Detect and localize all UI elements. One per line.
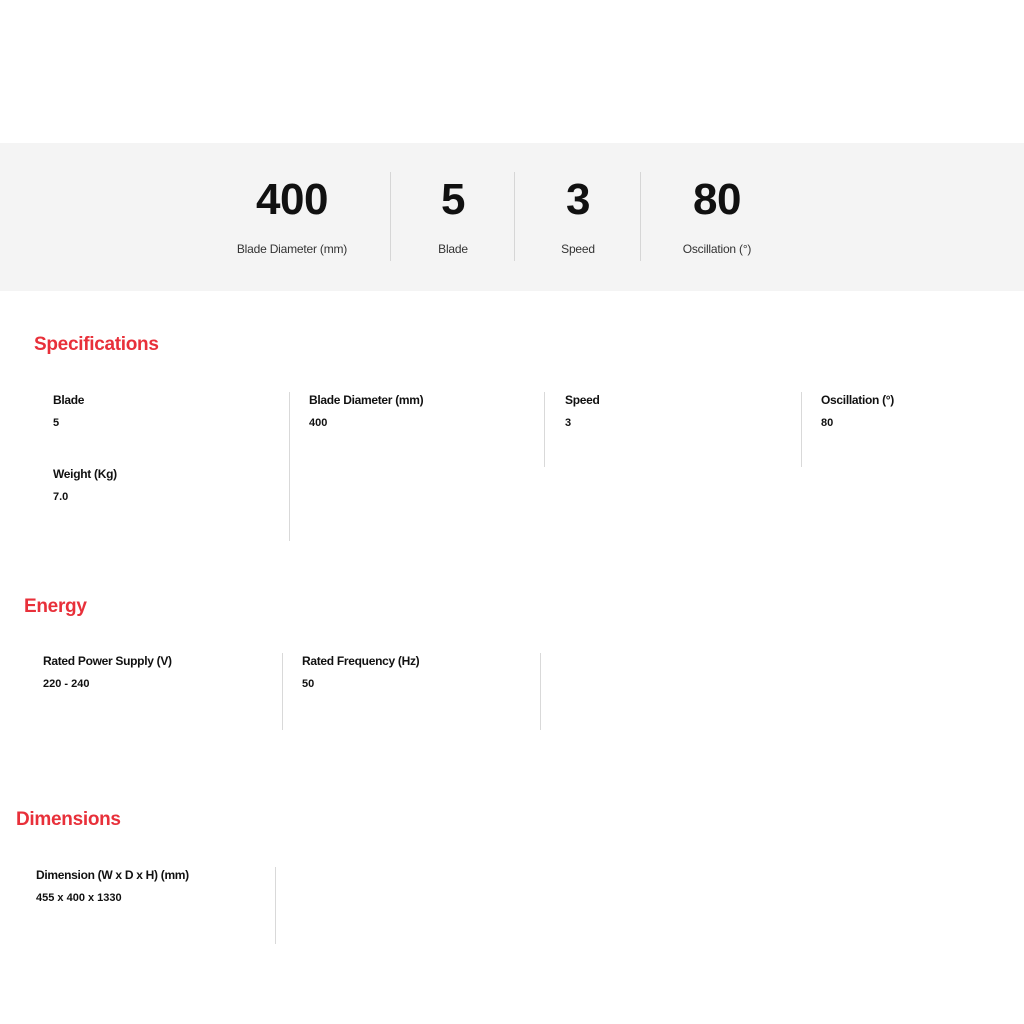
highlight-value: 80: [693, 175, 741, 224]
spec-value: 3: [565, 417, 572, 429]
spec-column-divider: [275, 867, 276, 944]
spec-oscillation: [821, 392, 894, 430]
spec-blade: [53, 392, 84, 430]
spec-label: Weight (Kg): [53, 467, 117, 481]
spec-column-divider: [540, 653, 541, 730]
spec-label: Oscillation (°): [821, 393, 894, 407]
spec-value: 220 - 240: [43, 678, 90, 690]
spec-column-divider: [544, 392, 545, 467]
spec-label: Dimension (W x D x H) (mm): [36, 868, 189, 882]
highlight-speed: [528, 172, 628, 261]
spec-label: Blade: [53, 393, 85, 407]
spec-value: 80: [821, 417, 834, 429]
spec-rated-power-supply: [43, 653, 172, 691]
highlight-label: Blade Diameter (mm): [236, 242, 348, 256]
highlight-value: 3: [566, 175, 590, 224]
spec-label: Rated Frequency (Hz): [302, 654, 420, 668]
spec-label: Rated Power Supply (V): [43, 654, 172, 668]
spec-speed: [565, 392, 600, 430]
spec-label: Speed: [565, 393, 600, 407]
energy-heading: Energy: [24, 596, 87, 617]
spec-value: 455 x 400 x 1330: [36, 892, 122, 904]
highlight-divider: [390, 172, 391, 261]
spec-column-divider: [282, 653, 283, 730]
spec-dimension: [36, 867, 189, 905]
highlight-label: Oscillation (°): [682, 242, 752, 256]
spec-value: 5: [53, 417, 60, 429]
highlight-value: 400: [256, 175, 328, 224]
highlight-blade: [403, 172, 503, 261]
highlight-divider: [514, 172, 515, 261]
spec-rated-frequency: [302, 653, 419, 691]
specifications-heading: Specifications: [34, 334, 159, 355]
spec-value: 50: [302, 678, 315, 690]
highlight-value: 5: [441, 175, 465, 224]
spec-blade-diameter: [309, 392, 423, 430]
highlight-divider: [640, 172, 641, 261]
spec-value: 400: [309, 417, 328, 429]
highlight-label: Speed: [561, 242, 595, 256]
dimensions-heading: Dimensions: [16, 809, 121, 830]
spec-label: Blade Diameter (mm): [309, 393, 424, 407]
spec-value: 7.0: [53, 491, 69, 503]
highlight-label: Blade: [438, 242, 468, 256]
highlight-blade-diameter: [222, 172, 362, 261]
spec-weight: [53, 466, 117, 504]
spec-column-divider: [289, 392, 290, 541]
spec-column-divider: [801, 392, 802, 467]
highlight-oscillation: [657, 172, 777, 261]
key-highlights-band: [0, 143, 1024, 291]
